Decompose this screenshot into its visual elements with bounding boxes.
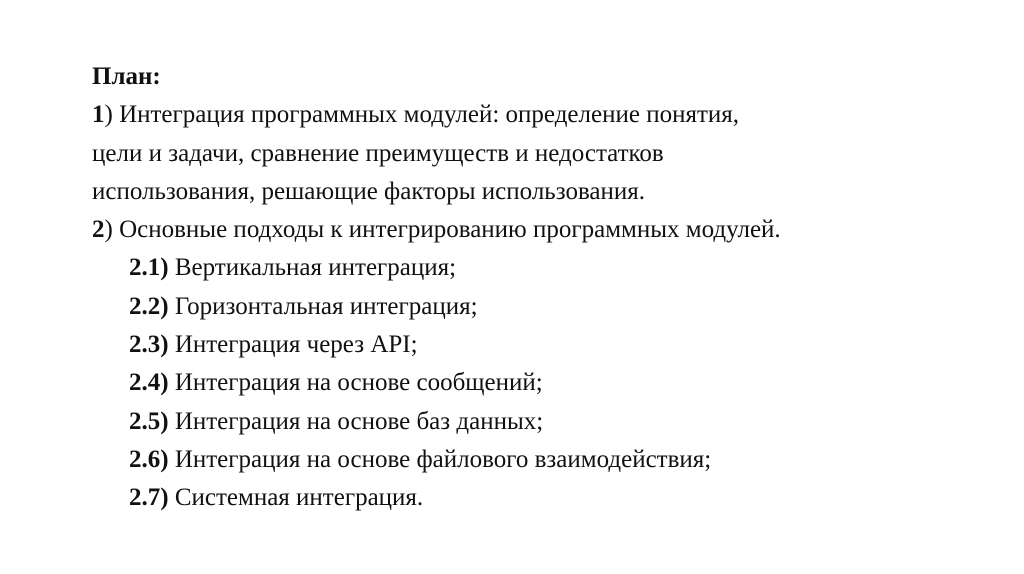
subitem-paren: ) [160,292,169,320]
item-paren: ) [104,101,113,129]
subitem-paren: ) [160,484,169,512]
subitem-paren: ) [160,254,169,282]
item-paren: ) [104,216,113,244]
plan-subitem-2-6 [92,441,972,479]
subitem-number: 2.5 [129,407,161,435]
plan-item-2 [92,211,972,249]
plan-content [92,58,972,518]
subitem-number: 2.4 [129,369,161,397]
subitem-number: 2.2 [129,292,161,320]
plan-subitem-2-4 [92,364,972,402]
subitem-number: 2.6 [129,445,161,473]
subitem-text: Горизонтальная интеграция; [168,292,478,320]
plan-subitem-2-3 [92,326,972,364]
subitem-text: Интеграция на основе сообщений; [168,369,543,397]
item-text: Интеграция программных модулей: определение понятия, [112,101,739,129]
plan-item-1 [92,96,972,134]
item-text: Основные подходы к интегрированию программных модулей. [112,216,781,244]
subitem-paren: ) [160,445,169,473]
plan-title: План: [92,63,161,90]
subitem-text: Интеграция на основе файлового взаимодействия; [168,445,712,473]
subitem-paren: ) [160,331,169,359]
subitem-text: Интеграция через API; [168,331,418,359]
subitem-number: 2.3 [129,331,161,359]
subitem-text: Вертикальная интеграция; [168,254,457,282]
plan-item-1-continuation: использования, решающие факторы использования. [92,177,646,205]
plan-subitem-2-1 [92,249,972,287]
subitem-text: Системная интеграция. [168,484,424,512]
plan-item-1-continuation: цели и задачи, сравнение преимуществ и недостатков [92,139,664,167]
subitem-number: 2.7 [129,484,161,512]
item-number: 2 [92,216,105,244]
plan-subitem-2-5 [92,403,972,441]
item-number: 1 [92,101,105,129]
subitem-number: 2.1 [129,254,161,282]
plan-subitem-2-7 [92,479,972,517]
subitem-text: Интеграция на основе баз данных; [168,407,544,435]
subitem-paren: ) [160,369,169,397]
plan-subitem-2-2 [92,288,972,326]
subitem-paren: ) [160,407,169,435]
